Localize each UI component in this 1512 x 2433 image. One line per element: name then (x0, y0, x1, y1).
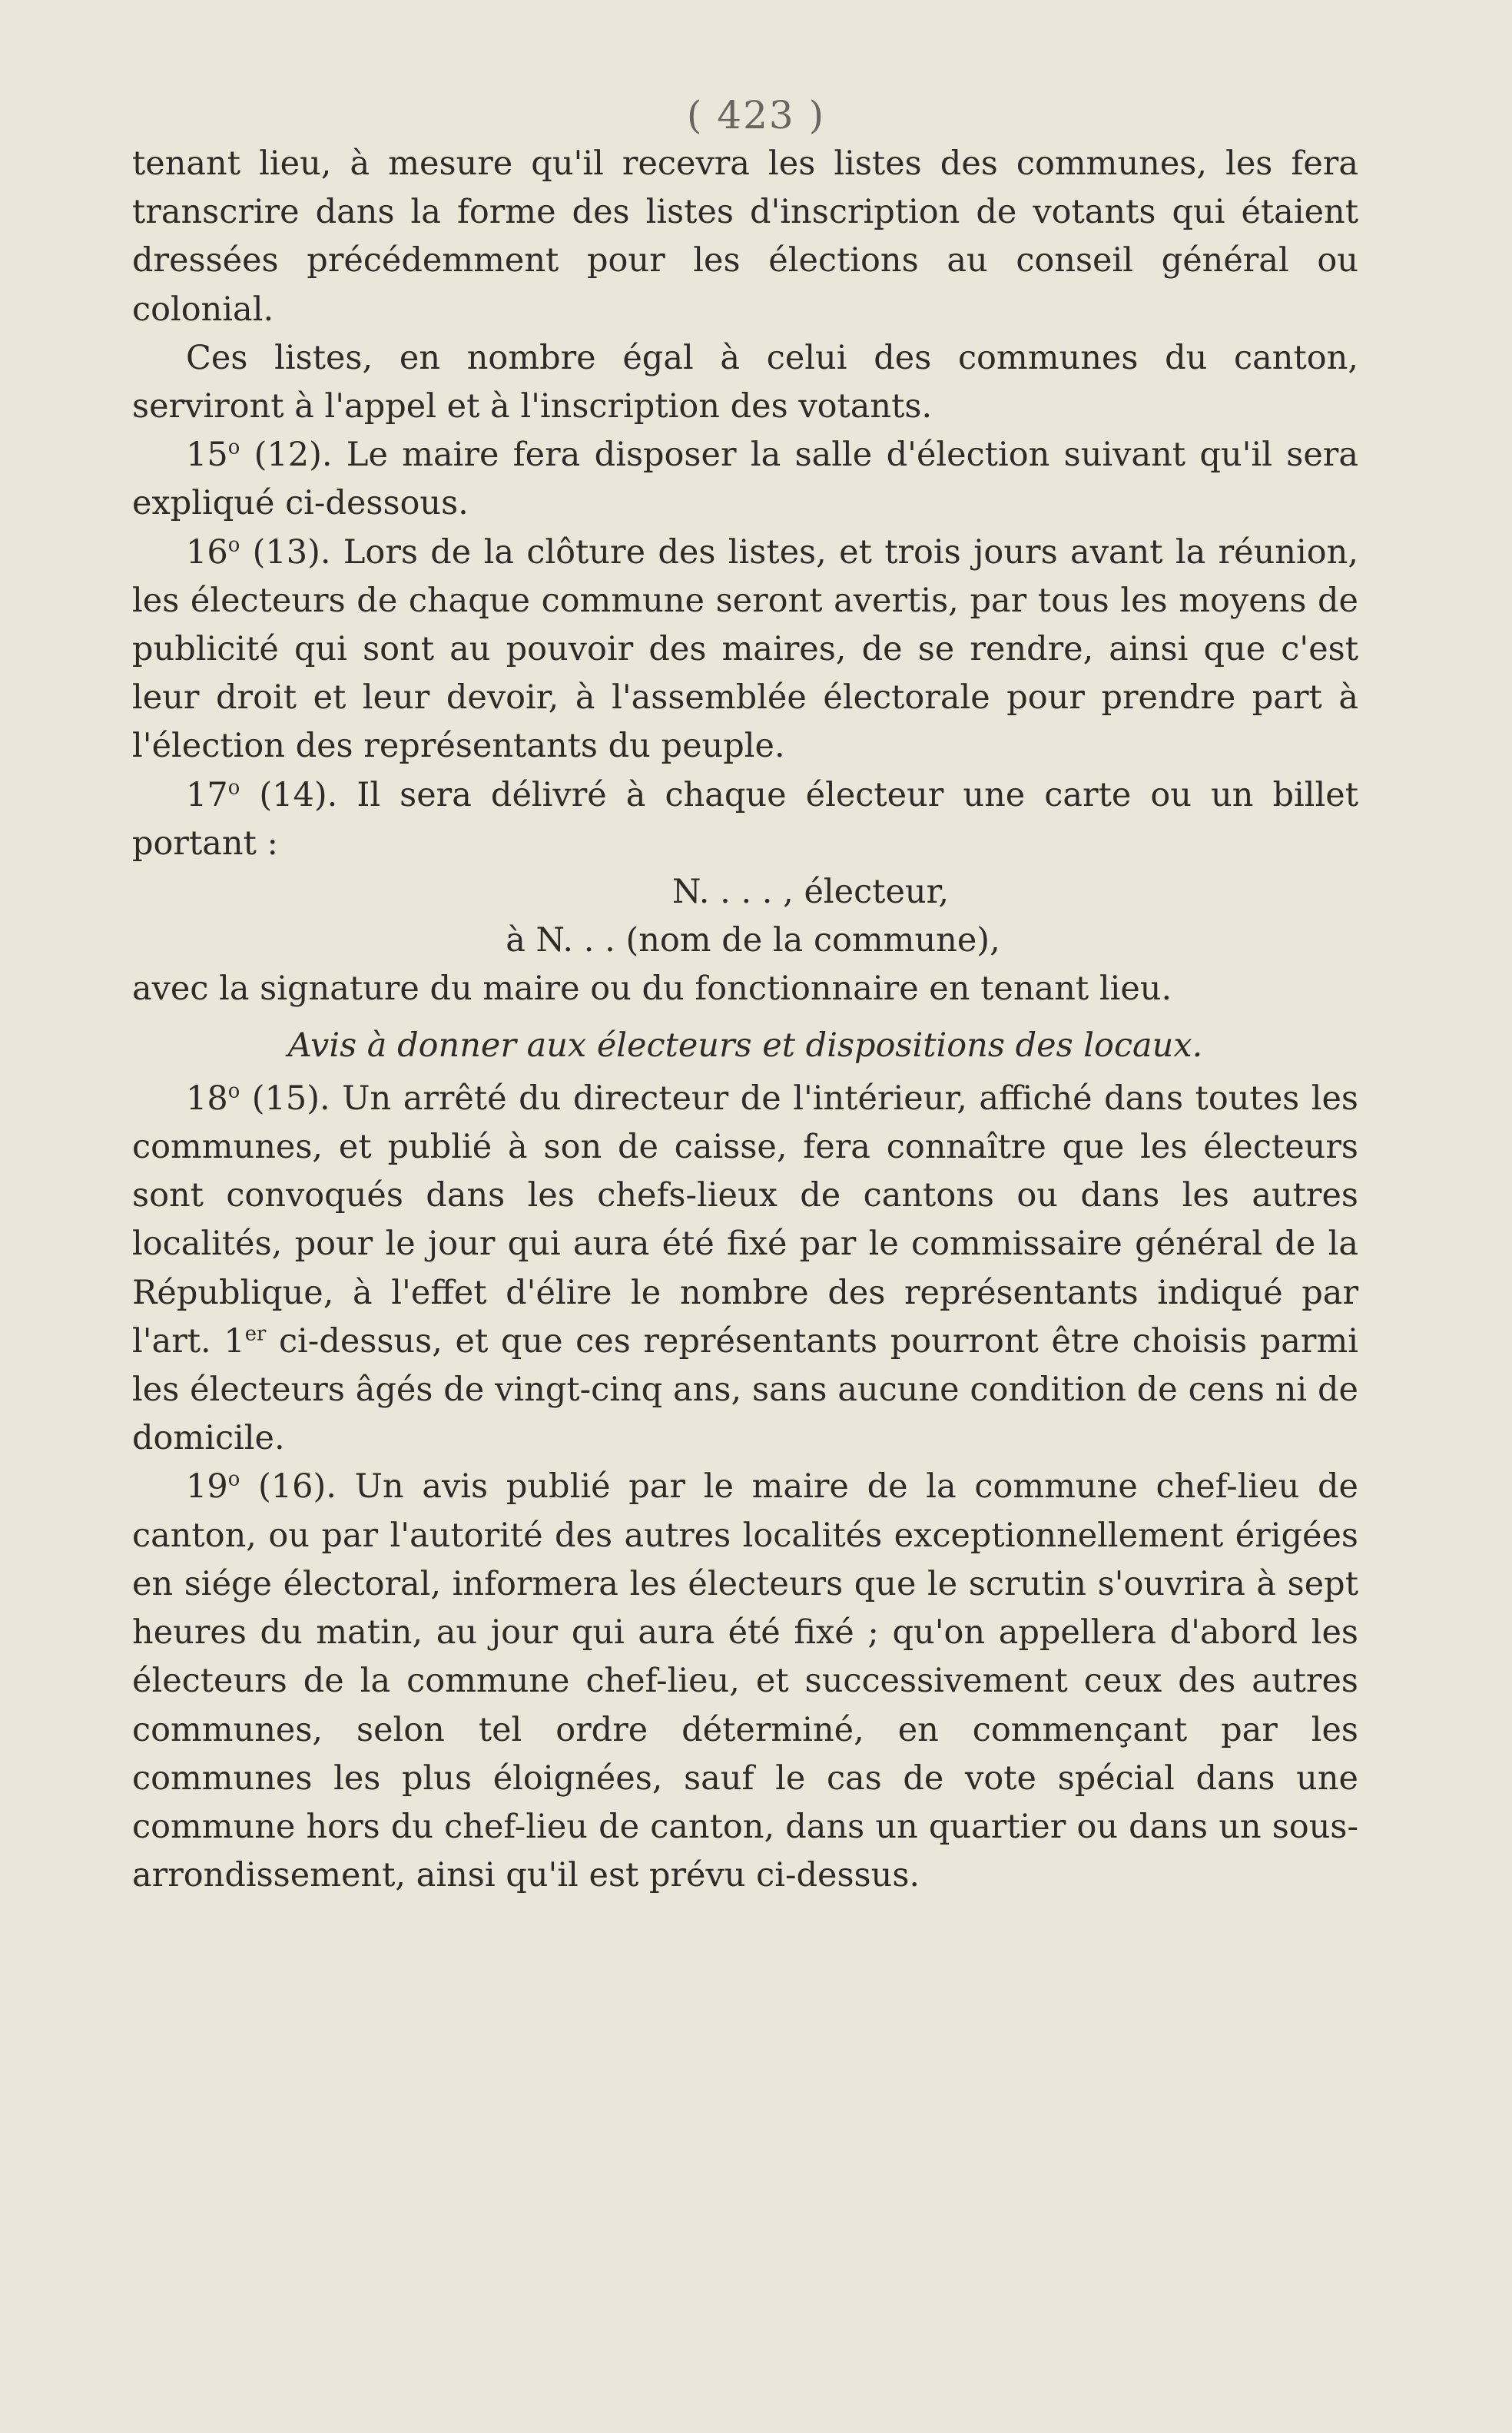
paragraph-signature: avec la signature du maire ou du fonctionnaire en tenant lieu. (132, 970, 1172, 1009)
article-number: 18 (186, 1079, 228, 1118)
section-heading: Avis à donner aux électeurs et dispositions des locaux. (287, 1026, 1203, 1065)
article-text: Lors de la clôture des listes, et trois jours avant la réunion, les électeurs de chaque commune seront avertis, par tous les moyens de publicité qui sont au pouvoir des maires, de se rendre, ainsi que c'est leur droit et leur devoir, à l'assemblée électorale pour prendre part à l'élection des représentants du peuple. (132, 532, 1358, 766)
degree-mark: o (227, 436, 240, 459)
article-text: Le maire fera disposer la salle d'élection suivant qu'il sera expliqué ci-dessous. (132, 436, 1359, 523)
article-19 (132, 1463, 1358, 1900)
article-number: 17 (186, 775, 228, 814)
article-reference: (13). (240, 532, 331, 572)
paragraph-continuation: tenant lieu, à mesure qu'il recevra les listes des communes, les fera transcrire dans la forme des listes d'inscription de votants qui étaient dressées précédemment pour les élections au conseil général ou colonial. (132, 144, 1358, 329)
degree-mark: o (227, 533, 240, 557)
article-reference: (14). (240, 775, 338, 814)
article-reference: (12). (240, 436, 333, 475)
ordinal-superscript: er (244, 1322, 267, 1346)
article-number: 16 (186, 532, 228, 572)
card-line-elector: N. . . . , électeur, (671, 873, 950, 912)
article-number: 15 (186, 436, 228, 475)
body-text (132, 140, 1358, 1900)
page-number: ( 423 ) (686, 93, 826, 138)
article-17 (132, 771, 1358, 868)
paragraph-lists: Ces listes, en nombre égal à celui des communes du canton, serviront à l'appel et à l'inscription des votants. (132, 338, 1358, 426)
degree-mark: o (227, 1079, 240, 1103)
degree-mark: o (227, 1468, 240, 1492)
article-text-part-1: Un arrêté du directeur de l'intérieur, affiché dans toutes les communes, et publié à son de caisse, fera connaître que les électeurs sont convoqués dans les chefs-lieux de cantons ou dans les autres localités, pour le jour qui aura été fixé par le commissaire général de la République, à l'effet d'élire le nombre des représentants indiqué par l'art. 1 (132, 1079, 1358, 1361)
degree-mark: o (227, 776, 240, 800)
article-reference: (15). (240, 1079, 330, 1118)
article-15 (132, 431, 1358, 528)
card-line-commune: à N. . . (nom de la commune), (506, 921, 1000, 960)
article-16 (132, 529, 1358, 771)
article-reference: (16). (240, 1467, 337, 1507)
article-18 (132, 1075, 1358, 1463)
article-text: Il sera délivré à chaque électeur une carte ou un billet portant : (132, 775, 1358, 863)
article-text: Un avis publié par le maire de la commune chef-lieu de canton, ou par l'autorité des autres localités exceptionnellement érigées en siége électoral, informera les électeurs que le scrutin s'ouvrira à sept heures du matin, au jour qui aura été fixé ; qu'on appellera d'abord les électeurs de la commune chef-lieu, et successivement ceux des autres communes, selon tel ordre déterminé, en commençant par les communes les plus éloignées, sauf le cas de vote spécial dans une commune hors du chef-lieu de canton, dans un quartier ou dans un sous-arrondissement, ainsi qu'il est prévu ci-dessus. (132, 1467, 1358, 1895)
article-number: 19 (186, 1467, 228, 1507)
article-text-part-2: ci-dessus, et que ces représentants pourront être choisis parmi les électeurs âgés de vingt-cinq ans, sans aucune condition de cens ni de domicile. (132, 1321, 1358, 1458)
